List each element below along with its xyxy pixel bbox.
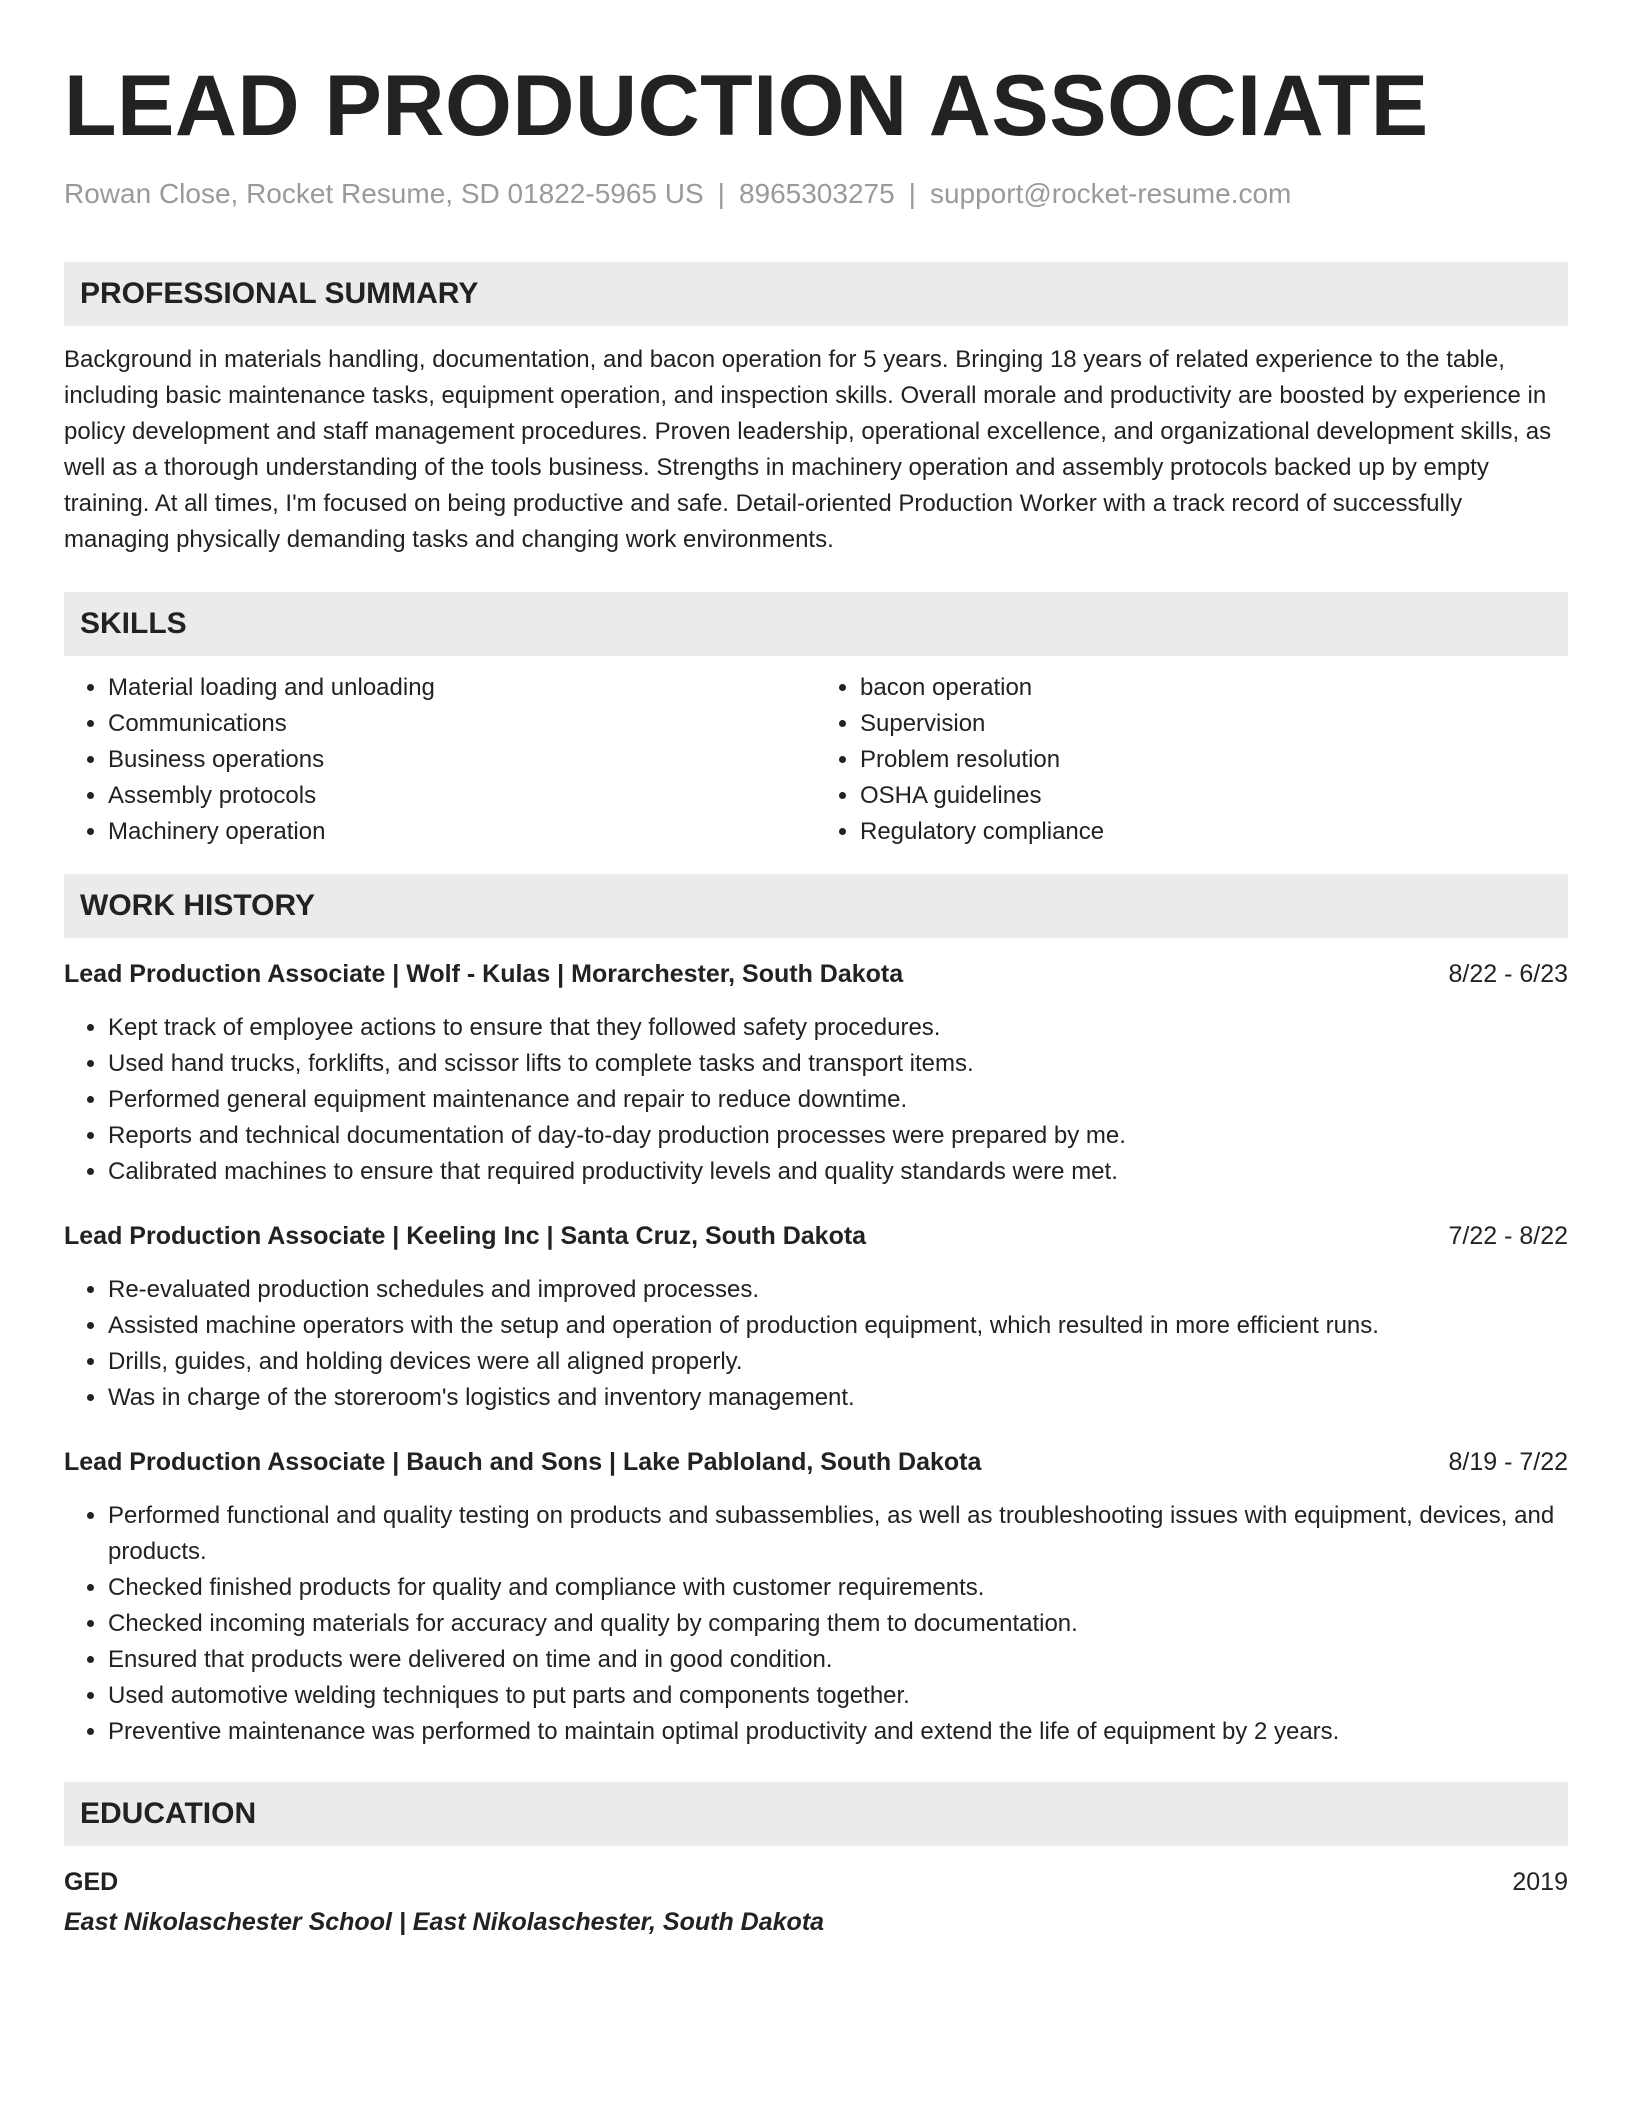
skills-column-right	[816, 670, 1568, 850]
job-bullet: • Was in charge of the storeroom's logistics and inventory management.	[108, 1380, 1568, 1416]
job-bullet: • Drills, guides, and holding devices were all aligned properly.	[108, 1344, 1568, 1380]
job-entry	[64, 1444, 1568, 1750]
job-dates: 7/22 - 8/22	[1448, 1222, 1568, 1250]
job-bullet: • Used automotive welding techniques to put parts and components together.	[108, 1678, 1568, 1714]
job-bullet: • Kept track of employee actions to ensure that they followed safety procedures.	[108, 1010, 1568, 1046]
job-bullet: • Calibrated machines to ensure that required productivity levels and quality standards were met.	[108, 1154, 1568, 1190]
contact-separator: |	[717, 178, 725, 209]
job-bullet-list	[64, 1272, 1568, 1416]
skill-item: • Machinery operation	[108, 814, 816, 850]
section-header-work-history: WORK HISTORY	[64, 874, 1568, 938]
job-title: Lead Production Associate | Keeling Inc | Santa Cruz, South Dakota	[64, 1222, 867, 1250]
skill-item: • Communications	[108, 706, 816, 742]
job-bullet-list	[64, 1010, 1568, 1190]
job-bullet: • Re-evaluated production schedules and improved processes.	[108, 1272, 1568, 1308]
contact-separator: |	[908, 178, 916, 209]
job-dates: 8/22 - 6/23	[1448, 960, 1568, 988]
job-bullet: • Preventive maintenance was performed to maintain optimal productivity and extend the life of equipment by 2 years.	[108, 1714, 1568, 1750]
summary-text: Background in materials handling, documentation, and bacon operation for 5 years. Bringing 18 years of related experience to the table, including basic maintenance tasks, equipment operation, and inspection skills. Overall morale and productivity are boosted by experience in policy development and staff management procedures. Proven leadership, operational excellence, and organizational development skills, as well as a thorough understanding of the tools business. Strengths in machinery operation and assembly protocols backed up by empty training. At all times, I'm focused on being productive and safe. Detail-oriented Production Worker with a track record of successfully managing physically demanding tasks and changing work environments.	[64, 346, 1552, 553]
skill-item: • Business operations	[108, 742, 816, 778]
job-entry	[64, 1218, 1568, 1416]
skills-column-left	[64, 670, 816, 850]
section-header-skills: SKILLS	[64, 592, 1568, 656]
job-bullet: • Performed functional and quality testing on products and subassemblies, as well as troubleshooting issues with equipment, devices, and products.	[108, 1498, 1568, 1570]
skill-item: • Regulatory compliance	[860, 814, 1568, 850]
job-bullet: • Assisted machine operators with the setup and operation of production equipment, which resulted in more efficient runs.	[108, 1308, 1568, 1344]
job-bullet-list	[64, 1498, 1568, 1750]
candidate-name: LEAD PRODUCTION ASSOCIATE	[64, 58, 1429, 154]
job-dates: 8/19 - 7/22	[1448, 1448, 1568, 1476]
contact-email: support@rocket-resume.com	[929, 178, 1292, 209]
skills-grid	[64, 670, 1568, 850]
job-bullet: • Checked incoming materials for accuracy and quality by comparing them to documentation.	[108, 1606, 1568, 1642]
job-bullet: • Ensured that products were delivered on time and in good condition.	[108, 1642, 1568, 1678]
job-title: Lead Production Associate | Wolf - Kulas | Morarchester, South Dakota	[64, 960, 904, 988]
section-header-summary: PROFESSIONAL SUMMARY	[64, 262, 1568, 326]
job-header	[64, 1218, 1568, 1254]
job-header	[64, 956, 1568, 992]
contact-phone: 8965303275	[738, 178, 895, 209]
job-header	[64, 1444, 1568, 1480]
education-entry	[64, 1864, 1568, 1900]
education-school: East Nikolaschester School | East Nikolaschester, South Dakota	[64, 1908, 825, 1936]
skill-item: • Material loading and unloading	[108, 670, 816, 706]
job-entry	[64, 956, 1568, 1190]
job-bullet: • Checked finished products for quality and compliance with customer requirements.	[108, 1570, 1568, 1606]
job-bullet: • Used hand trucks, forklifts, and scissor lifts to complete tasks and transport items.	[108, 1046, 1568, 1082]
skill-item: • Problem resolution	[860, 742, 1568, 778]
skill-item: • OSHA guidelines	[860, 778, 1568, 814]
job-title: Lead Production Associate | Bauch and Sons | Lake Pabloland, South Dakota	[64, 1448, 982, 1476]
skill-item: • Assembly protocols	[108, 778, 816, 814]
contact-address: Rowan Close, Rocket Resume, SD 01822-5965 US	[64, 178, 704, 209]
education-degree: GED	[64, 1868, 119, 1896]
skill-item: • bacon operation	[860, 670, 1568, 706]
education-year: 2019	[1512, 1868, 1568, 1896]
section-header-education: EDUCATION	[64, 1782, 1568, 1846]
job-bullet: • Performed general equipment maintenance and repair to reduce downtime.	[108, 1082, 1568, 1118]
contact-line	[64, 176, 1568, 212]
job-bullet: • Reports and technical documentation of day-to-day production processes were prepared by me.	[108, 1118, 1568, 1154]
skill-item: • Supervision	[860, 706, 1568, 742]
